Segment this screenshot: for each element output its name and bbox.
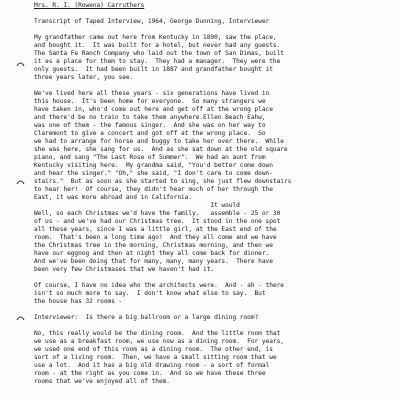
interviewer-question: Interviewer: Is there a big ballroom or a large dining room? <box>34 314 259 321</box>
text-line: isn't so much more to say. I don't know what else to say. But <box>34 290 266 297</box>
text-line: three years later, you see. <box>34 74 134 81</box>
text-line: East, it was more abroad and in California. <box>34 194 193 201</box>
text-line <box>34 322 386 330</box>
text-line <box>34 306 386 314</box>
text-line <box>34 26 386 34</box>
transcript-text <box>34 2 386 394</box>
text-line: only guests. It had been built in 1887 and grandfather bought it <box>34 66 273 73</box>
text-line: have our eggnog and then at night they all come back for dinner. <box>34 250 270 257</box>
text-line: and there'd be no train to take them anywhere.Ellen Beach Eahw, <box>34 114 266 121</box>
document-title: Mrs. R. I. (Rowena) Carruthers <box>34 2 145 9</box>
text-line: sort of a living room. Then, we have a small sitting room that we <box>34 354 277 361</box>
text-line: stairs." But as soon as she started to sing, she just flew downstairs <box>34 178 292 185</box>
text-line: been very few Christmases that we haven't had it. <box>34 266 215 273</box>
text-line: of us - and we've had our Christmas tree. It stood in the one spot <box>34 218 281 225</box>
text-line: we use as a breakfast room, we use now as a dining room. For years, <box>34 338 284 345</box>
text-line: the house has 32 rooms - <box>34 298 123 305</box>
hole-punch-mark-icon <box>16 177 25 186</box>
text-line: and hear the singer." "Oh," she said, "I don't care to come down- <box>34 170 273 177</box>
text-line: Of course, I have no idea who the architects were. And - ah - there <box>34 282 284 289</box>
text-line: The Santa Fe Ranch Company who laid out the town of San Dimas, built <box>34 50 284 57</box>
text-line: this house. It's been home for everyone. So many strangers we <box>34 98 266 105</box>
text-line: room. That's been a long time ago! And they all come and we have <box>34 234 277 241</box>
text-line: and bought it. It was built for a hotel, but never had any guests. <box>34 42 281 49</box>
text-line: My grandfather came out here from Kentucky in 1890, saw the place, <box>34 34 277 41</box>
text-line: we used one end of this room as a dining room. The other end, is <box>34 346 273 353</box>
hole-punch-mark-icon <box>16 313 25 322</box>
text-line: Well, so each Christmas we'd have the family. assemble - 25 or 30 <box>34 210 281 217</box>
text-line: have taken in, who'd come out here and get off at the wrong place <box>34 106 273 113</box>
text-line: all these years, since I was a little girl, at the East end of the <box>34 226 277 233</box>
text-line <box>34 386 386 394</box>
text-line: Transcript of Taped Interview, 1964, George Dunning, Interviewer <box>34 18 270 25</box>
text-line: Claremont to give a concert and got off at the wrong place. So <box>34 130 266 137</box>
text-line: was one of them - the famous singer. And she was on her way to <box>34 122 266 129</box>
text-line: it as a place for them to stay. They had a manager. They were the <box>34 58 281 65</box>
text-line <box>34 82 386 90</box>
inserted-correction: It would <box>34 202 240 209</box>
text-line: Kentucky visiting here. My grandma said, "You'd better come down <box>34 162 273 169</box>
text-line: the Christmas tree in the morning, Christmas morning, and then we <box>34 242 273 249</box>
text-line: to hear her! Of course, they didn't hear much of her through the <box>34 186 273 193</box>
text-line: use a lot. And it has a big old drawing room - a sort of formal <box>34 362 270 369</box>
text-line: we had to arrange for horse and buggy to take her over there. While <box>34 138 284 145</box>
text-line <box>34 274 386 282</box>
hole-punch-mark-icon <box>16 59 25 68</box>
text-line: piano, and sang "The Last Rose of Summer". We had an aunt from <box>34 154 266 161</box>
text-line <box>34 10 386 18</box>
text-line: room - at the right as you come in. And so we have these three <box>34 370 266 377</box>
text-line: she was here, she sang for us. And as she sat down at the old square <box>34 146 288 153</box>
text-line: And we've been doing that for many, many, many years. There have <box>34 258 273 265</box>
text-line: rooms that we've enjoyed all of them. <box>34 378 170 385</box>
text-line: We've lived here all these years - six generations have lived in <box>34 90 270 97</box>
text-line: No, this really would be the dining room. And the little room that <box>34 330 281 337</box>
